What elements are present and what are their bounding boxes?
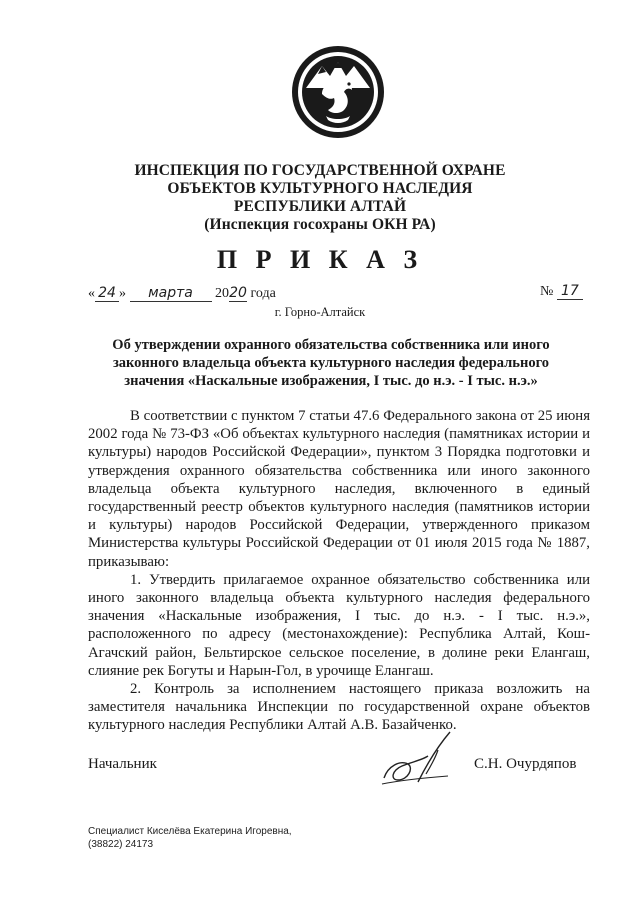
subject-line-2: законного владельца объекта культурного наследия федерального — [112, 355, 550, 371]
executor-phone: (38822) 24173 — [88, 839, 154, 850]
org-name-line-2: ОБЪЕКТОВ КУЛЬТУРНОГО НАСЛЕДИЯ — [167, 180, 473, 197]
order-date: « 24 » марта 2020 года — [88, 285, 276, 301]
number-label: № — [540, 284, 554, 299]
org-name-line-3: РЕСПУБЛИКИ АЛТАЙ — [233, 198, 407, 215]
clause-2: 2. Контроль за исполнением настоящего приказа возложить на заместителя начальника Инспекции по государственной охране объектов культурного наследия Республики Алтай А.В. Базайченко. — [88, 681, 590, 734]
signatory-name: С.Н. Очурдяпов — [474, 756, 577, 772]
date-day: 24 — [95, 285, 119, 302]
date-year-word: года — [250, 286, 276, 301]
executor-name: Специалист Киселёва Екатерина Игоревна, — [88, 826, 292, 837]
clause-1: 1. Утвердить прилагаемое охранное обязательство собственника или иного законного владельца объекта культурного наследия федерального значения «Наскальные изображения, I тыс. до н.э. - I тыс. н.э.», расположенного по адресу (местонахождение): Республика Алтай, Кош-Агачский район, Бельтирское сельское поселение, в долине реки Елангаш, слияние рек Богуты и Нарын-Гол, в урочище Елангаш. — [88, 571, 590, 679]
order-number — [540, 283, 583, 300]
org-short-name: (Инспекция госохраны ОКН РА) — [204, 216, 436, 233]
number-value: 17 — [557, 283, 583, 300]
signatory-role: Начальник — [88, 756, 157, 772]
executor-contact — [88, 825, 292, 851]
coat-of-arms-emblem — [288, 44, 388, 140]
date-year-prefix: 20 — [215, 286, 229, 301]
order-body — [88, 407, 590, 735]
subject-line-3: значения «Наскальные изображения, I тыс. до н.э. - I тыс. н.э.» — [124, 373, 538, 389]
handwritten-signature — [378, 726, 458, 792]
order-subject — [92, 336, 570, 390]
org-name-line-1: ИНСПЕКЦИЯ ПО ГОСУДАРСТВЕННОЙ ОХРАНЕ — [134, 162, 506, 179]
date-month: марта — [130, 285, 212, 302]
preamble-paragraph: В соответствии с пунктом 7 статьи 47.6 Федерального закона от 25 июня 2002 года № 73-ФЗ «Об объектах культурного наследия (памятниках истории и культуры) народов Российской Федерации», пунктом 3 Порядка подготовки и утверждения охранного обязательства собственника или иного законного владельца объекта культурного наследия, включенного в единый государственный реестр объектов культурного наследия (памятников истории и культуры) народов Российской Федерации, утвержденного приказом Министерства культуры Российской Федерации от 01 июля 2015 года № 1887, приказываю: — [88, 408, 590, 570]
date-year-suffix: 20 — [229, 285, 247, 301]
document-title: П Р И К А З — [216, 245, 424, 274]
subject-line-1: Об утверждении охранного обязательства собственника или иного — [112, 337, 550, 353]
city: г. Горно-Алтайск — [274, 305, 366, 319]
